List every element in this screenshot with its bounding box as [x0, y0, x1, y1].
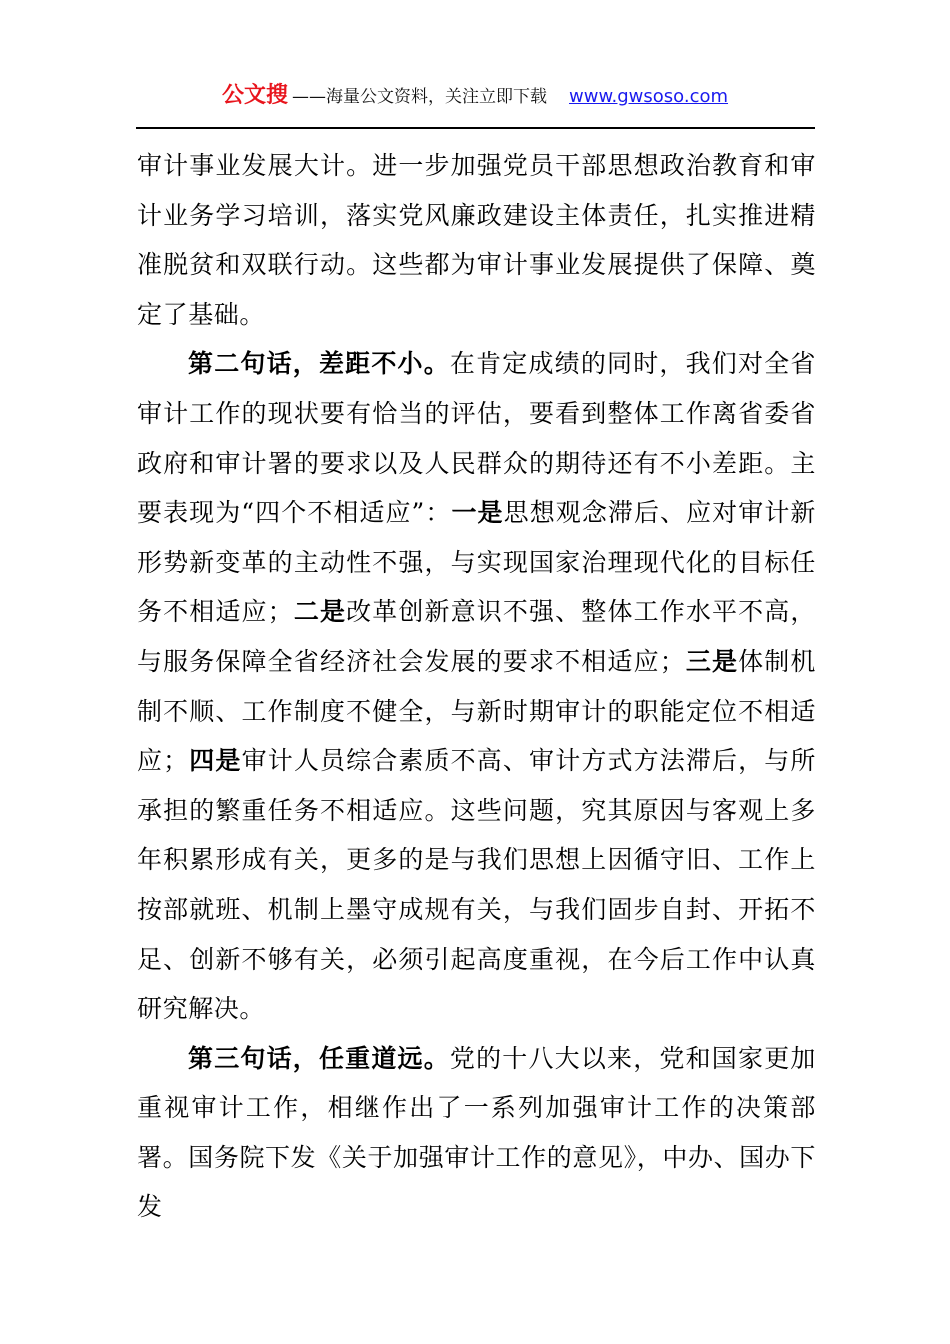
page-header [137, 78, 813, 114]
header-tagline: ——海量公文资料，关注立即下载 [292, 87, 547, 107]
paragraph-3-heading: 第三句话，任重道远。 [188, 1043, 450, 1073]
point-4-text: 审计人员综合素质不高、审计方式方法滞后，与所承担的繁重任务不相适应。这些问题，究其原因与客观上多年积累形成有关，更多的是与我们思想上因循守旧、工作上按部就班、机制上墨守成规有关，与我们固步自封、开拓不足、创新不够有关，必须引起高度重视，在今后工作中认真研究解决。 [137, 746, 817, 1024]
paragraph-2-text: 在肯定成绩的同时，我们对全省审计工作的现状要有恰当的评估，要看到整体工作离省委省政府和审计署的要求以及人民群众的期待还有不小差距。主要表现为“四个不相适应”： [137, 349, 816, 528]
website-link[interactable]: www.gwsoso.com [569, 86, 729, 107]
brand-logo: 公文搜 [221, 83, 288, 108]
paragraph-2-heading: 第二句话，差距不小。 [188, 349, 450, 379]
point-4-label: 四是 [188, 746, 242, 776]
header-divider [136, 127, 815, 129]
point-1-text: 思想观念滞后、应对审计新形势新变革的主动性不强，与实现国家治理现代化的目标任务不相适应； [137, 498, 816, 627]
paragraph-3-text: 党的十八大以来，党和国家更加重视审计工作，相继作出了一系列加强审计工作的决策部署。国务院下发《关于加强审计工作的意见》，中办、国办下发 [137, 1043, 816, 1222]
paragraph-3 [137, 1034, 816, 1232]
point-2-text: 改革创新意识不强、整体工作水平不高，与服务保障全省经济社会发展的要求不相适应； [137, 597, 816, 676]
document-body [137, 141, 816, 1232]
point-3-label: 三是 [685, 646, 739, 676]
point-3-text: 体制机制不顺、工作制度不健全，与新时期审计的职能定位不相适应； [137, 646, 816, 776]
point-2-label: 二是 [293, 597, 347, 627]
paragraph-2 [137, 339, 816, 1033]
paragraph-1: 审计事业发展大计。进一步加强党员干部思想政治教育和审计业务学习培训，落实党风廉政建设主体责任，扎实推进精准脱贫和双联行动。这些都为审计事业发展提供了保障、奠定了基础。 [137, 151, 816, 329]
point-1-label: 一是 [451, 498, 504, 528]
